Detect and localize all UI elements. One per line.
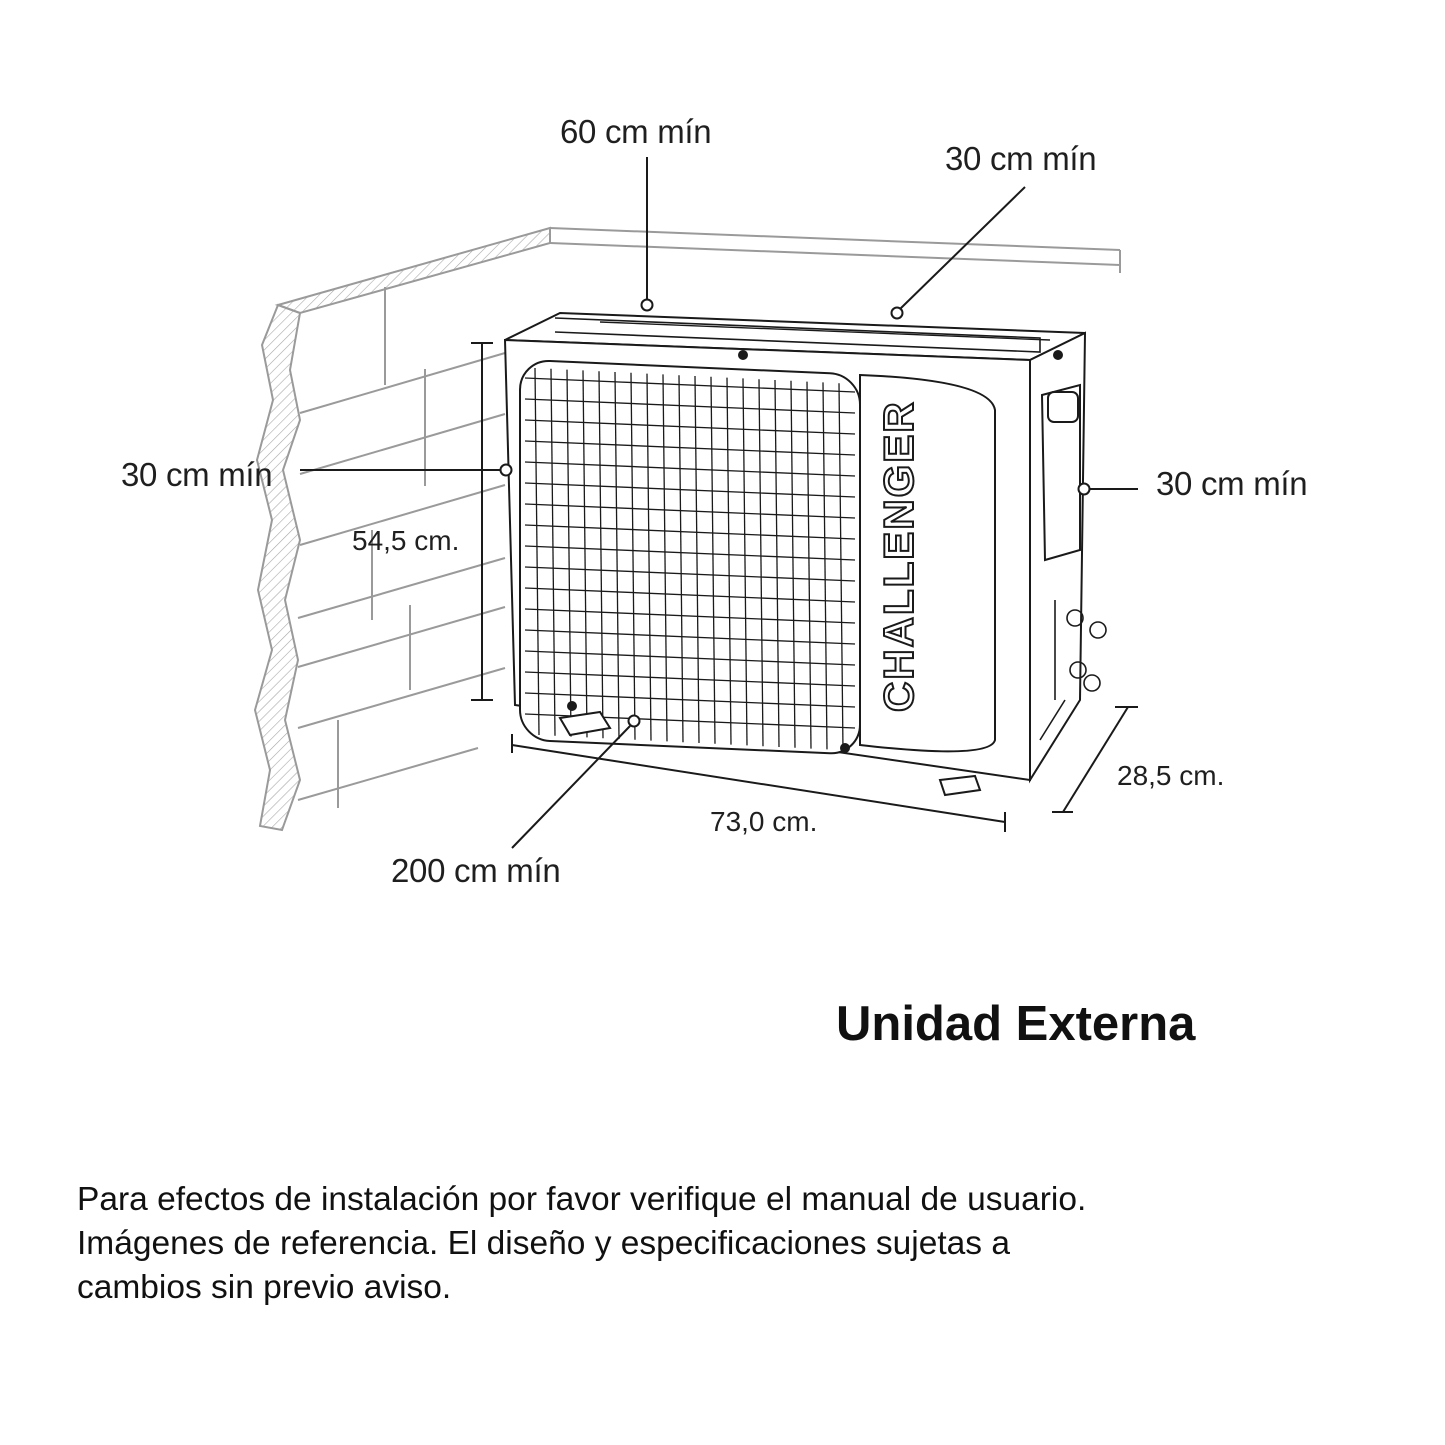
marker-left — [501, 465, 512, 476]
marker-top-right — [892, 308, 903, 319]
note-line: Imágenes de referencia. El diseño y especificaciones sujetas a — [77, 1225, 1010, 1262]
handle — [1048, 392, 1078, 422]
wall-top-hatched — [278, 228, 550, 313]
clearance-top-right-label: 30 cm mín — [945, 140, 1097, 177]
marker-front — [629, 716, 640, 727]
depth-dimension-label: 28,5 cm. — [1117, 760, 1225, 791]
marker-right — [1079, 484, 1090, 495]
clearance-left-label: 30 cm mín — [121, 456, 273, 493]
installation-note — [77, 1178, 1407, 1310]
clearance-right-label: 30 cm mín — [1156, 465, 1308, 502]
note-line: Para efectos de instalación por favor verifique el manual de usuario. — [77, 1181, 1087, 1218]
clearance-front-label: 200 cm mín — [391, 852, 561, 889]
clearance-top-left-label: 60 cm mín — [560, 113, 712, 150]
wall-cut-hatched — [255, 305, 300, 830]
marker-top-left — [642, 300, 653, 311]
page-title: Unidad Externa — [836, 997, 1196, 1051]
width-dimension-label: 73,0 cm. — [710, 806, 818, 837]
outdoor-unit — [505, 313, 1106, 795]
height-dimension-label: 54,5 cm. — [352, 525, 460, 556]
brand-logo: CHALLENGER — [875, 400, 922, 712]
note-line: cambios sin previo aviso. — [77, 1269, 452, 1306]
foot-right — [940, 776, 980, 795]
